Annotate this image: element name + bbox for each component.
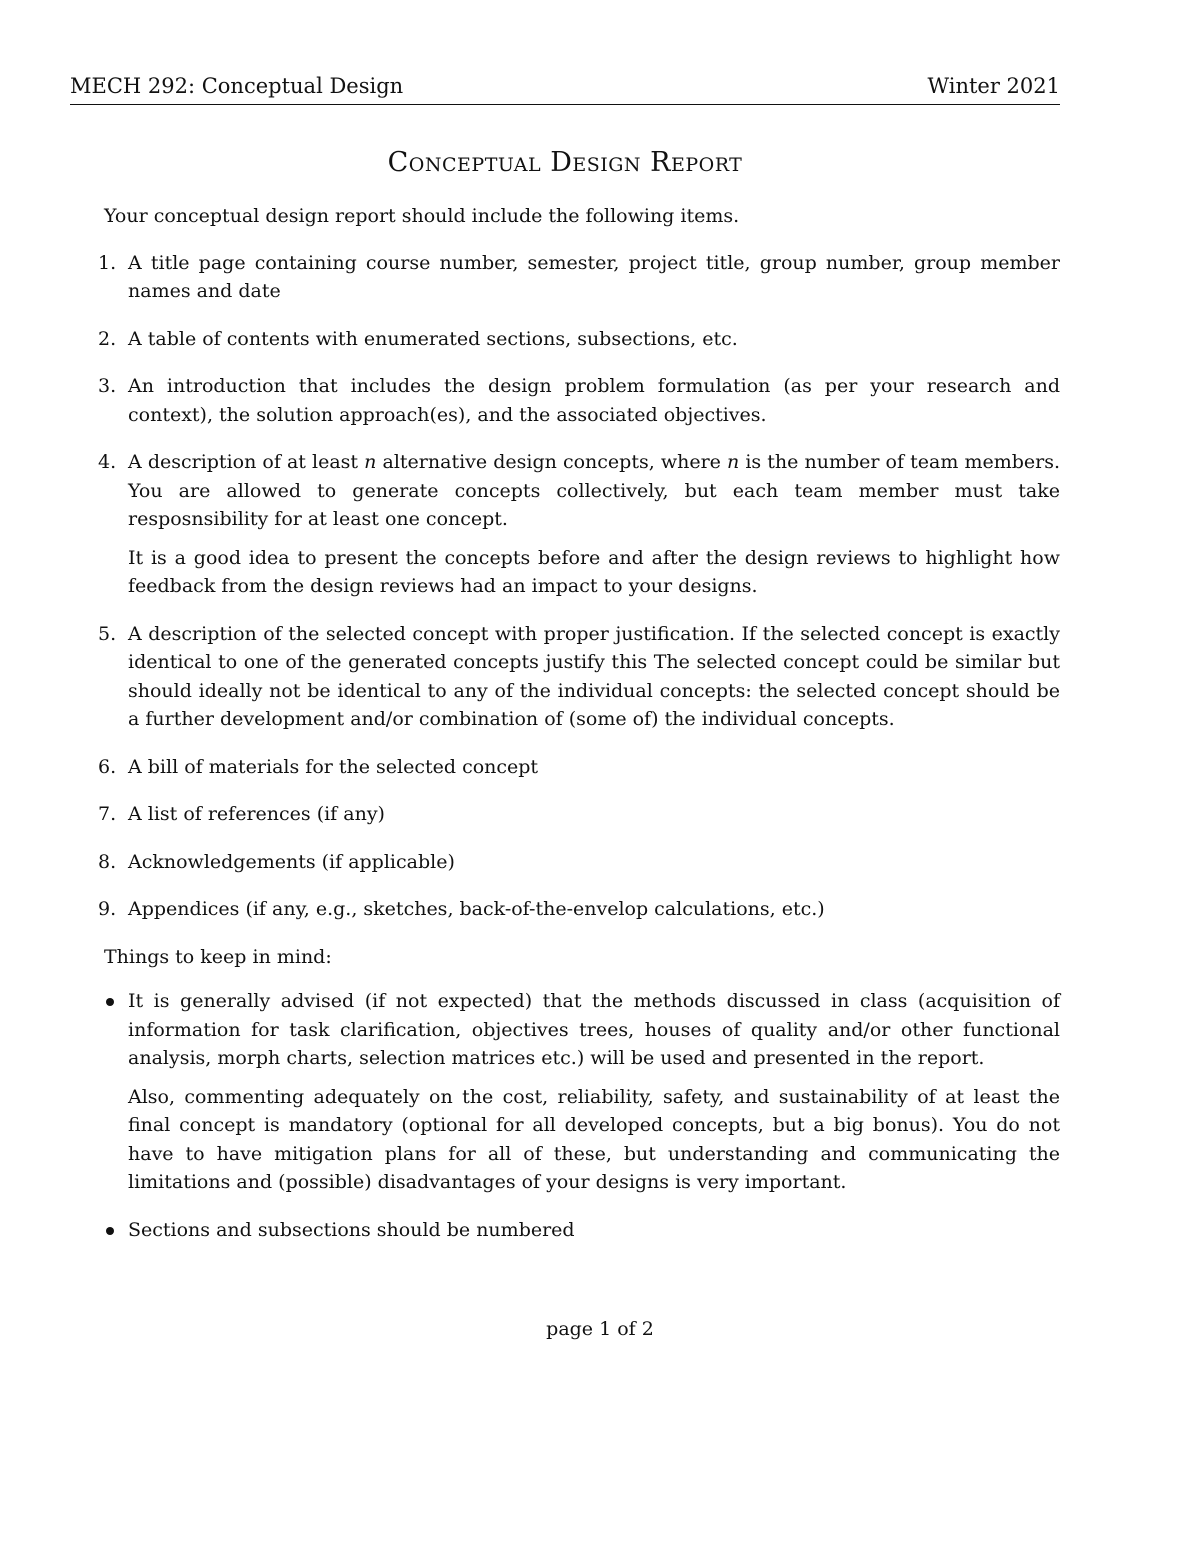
list-item: [70, 620, 1060, 734]
running-header: [70, 74, 1060, 105]
document-body: [70, 202, 1060, 1244]
list-item-number: 3.: [98, 375, 117, 397]
list-item: [70, 325, 1060, 354]
list-item-number: 4.: [98, 451, 117, 473]
list-item-text: A description of at least n alternative design concepts, where n is the number of team members. You are allowed to generate concepts collectively, but each team member must take resposnsibility for at least one concept.: [128, 451, 1060, 530]
page-number: page 1 of 2: [546, 1318, 654, 1340]
bullet-icon: [106, 998, 114, 1006]
list-item-text: A title page containing course number, semester, project title, group number, group member names and date: [128, 251, 1060, 302]
bullet-text: Also, commenting adequately on the cost, reliability, safety, and sustainability of at least the final concept is mandatory (optional for all developed concepts, but a big bonus). You do not have to have mitigation plans for all of these, but understanding and communicating the limitations and (possible) disadvantages of your designs is very important.: [128, 1085, 1060, 1193]
bullet-item: [70, 1216, 1060, 1245]
list-item-text: A bill of materials for the selected concept: [128, 755, 539, 778]
course-label: MECH 292: Conceptual Design: [70, 74, 404, 98]
requirements-list: [70, 249, 1060, 924]
list-item-number: 7.: [98, 803, 117, 825]
list-item: [70, 848, 1060, 877]
list-item-text: It is a good idea to present the concepts before and after the design reviews to highlight how feedback from the design reviews had an impact to your designs.: [128, 546, 1060, 597]
list-item-text: Acknowledgements (if applicable): [128, 850, 455, 873]
list-item: [70, 895, 1060, 924]
list-item: [70, 372, 1060, 429]
list-item-text: An introduction that includes the design problem formulation (as per your research and context), the solution approach(es), and the associated objectives.: [128, 375, 1060, 426]
list-item: [70, 249, 1060, 306]
list-item: [70, 753, 1060, 782]
document-page: [70, 74, 1060, 1263]
list-item-text: A description of the selected concept with proper justification. If the selected concept is exactly identical to one of the generated concepts justify this The selected concept could be similar but should ideally not be identical to any of the individual concepts: the selected concept should be a further development and/or combination of (some of) the individual concepts.: [128, 622, 1060, 730]
bullet-item: [70, 987, 1060, 1197]
list-item-number: 9.: [98, 898, 117, 920]
term-label: Winter 2021: [927, 74, 1060, 98]
bullet-text: Sections and subsections should be numbered: [128, 1218, 575, 1241]
list-item-number: 1.: [98, 251, 117, 274]
list-item-number: 6.: [98, 755, 117, 778]
list-item: [70, 800, 1060, 829]
reminders-list: [70, 987, 1060, 1244]
list-item: [70, 448, 1060, 601]
list-item-number: 5.: [98, 622, 117, 645]
list-item-text: Appendices (if any, e.g., sketches, back-of-the-envelop calculations, etc.): [128, 898, 825, 920]
bullet-icon: [106, 1227, 114, 1235]
document-title: Conceptual Design Report: [387, 147, 743, 178]
list-item-number: 2.: [98, 327, 117, 350]
bullet-text: It is generally advised (if not expected) that the methods discussed in class (acquisition of information for task clarification, objectives trees, houses of quality and/or other functional analysis, morph charts, selection matrices etc.) will be used and presented in the report.: [128, 990, 1060, 1069]
list-item-number: 8.: [98, 850, 117, 873]
list-item-text: A list of references (if any): [128, 803, 385, 825]
intro-paragraph: Your conceptual design report should include the following items.: [104, 205, 740, 227]
list-item-text: A table of contents with enumerated sections, subsections, etc.: [128, 327, 738, 350]
things-heading: Things to keep in mind:: [104, 945, 332, 968]
